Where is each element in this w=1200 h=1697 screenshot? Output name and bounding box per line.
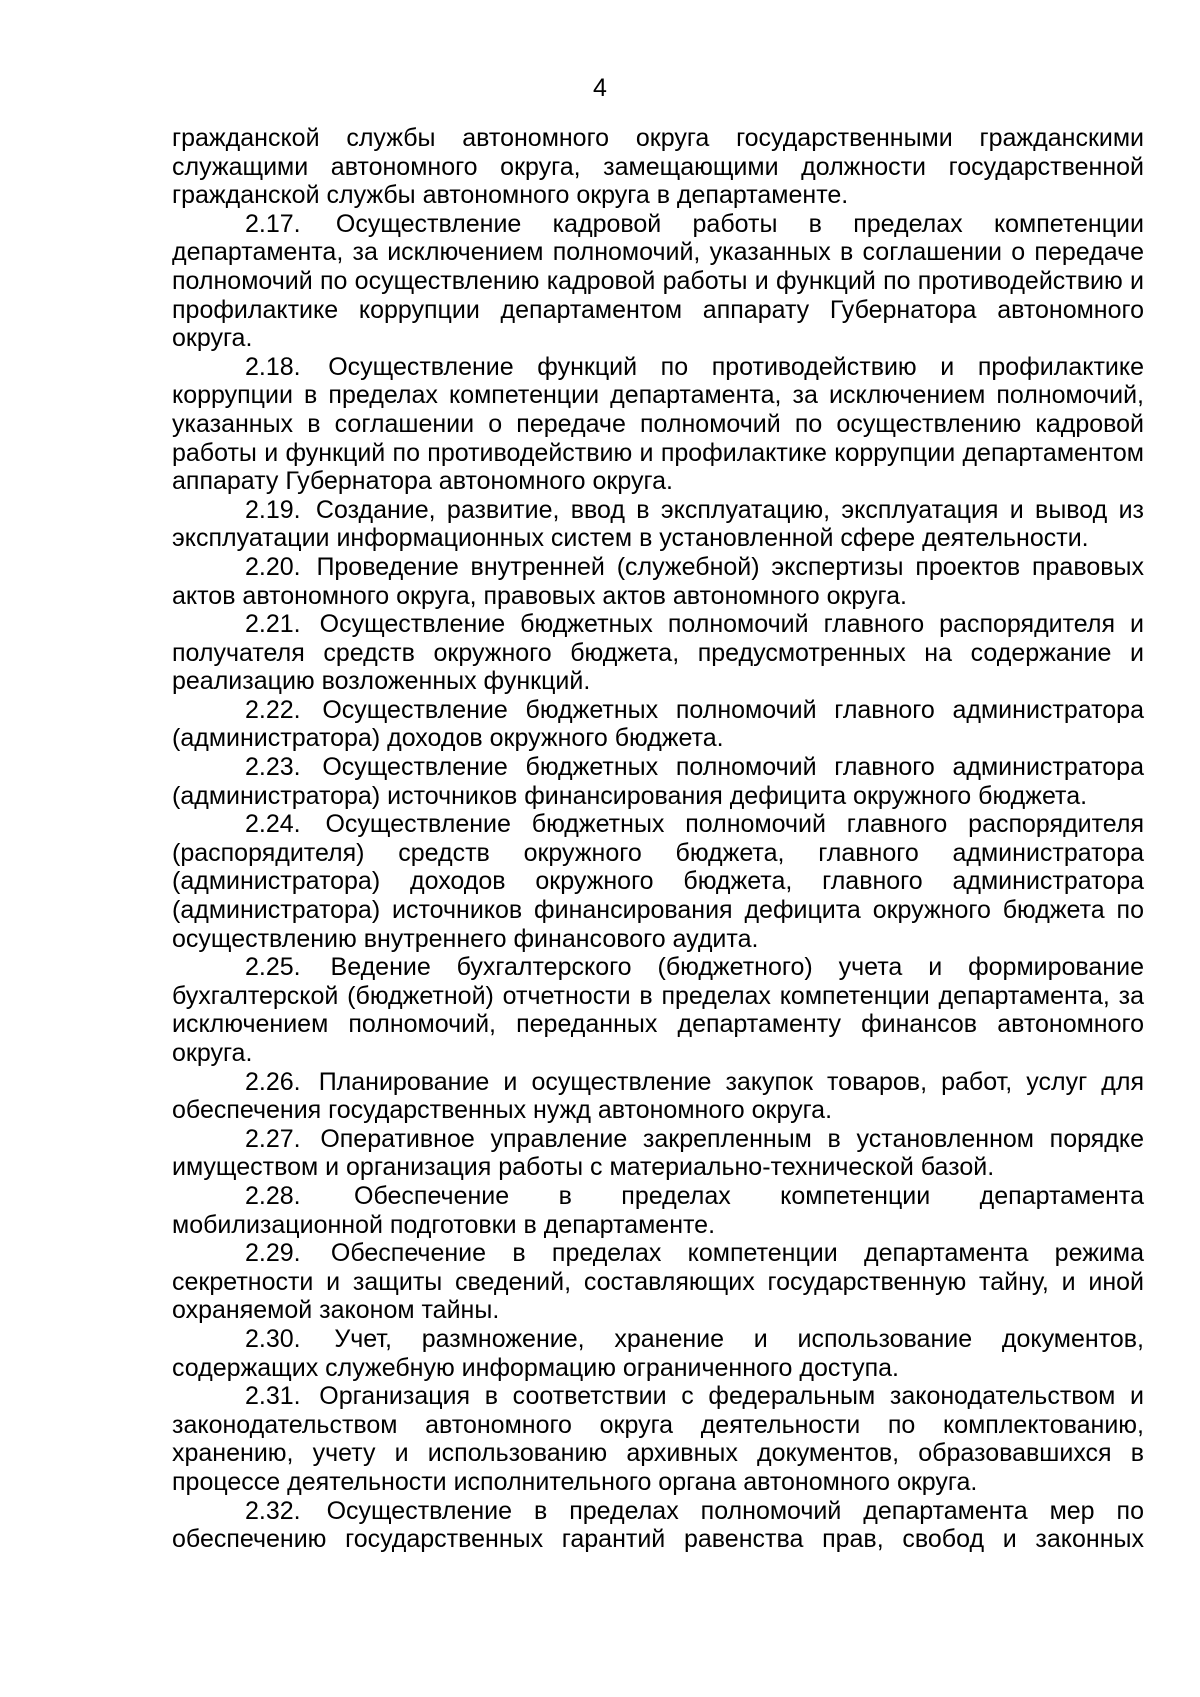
paragraph-number: 2.26. [245,1067,301,1096]
paragraph-text: Осуществление бюджетных полномочий главного распорядителя (распорядителя) средств окружного бюджета, главного администратора (администратора) доходов окружного бюджета, главного администратора (администратора) источников финансирования дефицита окружного бюджета по осуществлению внутреннего финансового аудита. [172,810,1144,953]
paragraph-text: Проведение внутренней (служебной) экспертизы проектов правовых актов автономного округа, правовых актов автономного округа. [172,552,1144,610]
paragraph-2-20 [172,553,1144,610]
paragraph-number: 2.27. [245,1124,301,1153]
paragraph-text: Организация в соответствии с федеральным законодательством и законодательством автономного округа деятельности по комплектованию, хранению, учету и использованию архивных документов, образовавшихся в процессе деятельности исполнительного органа автономного округа. [172,1382,1144,1496]
paragraph-number: 2.31. [245,1382,301,1411]
paragraph-text: Осуществление кадровой работы в пределах компетенции департамента, за исключением полномочий, указанных в соглашении о передаче полномочий по осуществлению кадровой работы и функций по противодействию и профилактике коррупции департаментом аппарату Губернатора автономного округа. [172,209,1144,353]
paragraph-2-27 [172,1125,1144,1182]
paragraph-text: Обеспечение в пределах компетенции департамента режима секретности и защиты сведений, составляющих государственную тайну, и иной охраняемой законом тайны. [172,1239,1144,1325]
paragraph-2-21 [172,610,1144,696]
paragraph-number: 2.32. [245,1496,301,1525]
paragraph-2-26 [172,1068,1144,1125]
paragraph-text: Осуществление в пределах полномочий департамента мер по обеспечению государственных гарантий равенства прав, свобод и законных [172,1496,1144,1554]
paragraph-number: 2.19. [245,495,301,524]
paragraph-2-32 [172,1497,1144,1554]
paragraph-2-25 [172,953,1144,1067]
paragraph-text: Учет, размножение, хранение и использование документов, содержащих служебную информацию ограниченного доступа. [172,1324,1145,1382]
paragraph-2-31 [172,1382,1144,1496]
paragraph-number: 2.21. [245,610,301,639]
paragraph-text: Ведение бухгалтерского (бюджетного) учета и формирование бухгалтерской (бюджетной) отчетности в пределах компетенции департамента, за исключением полномочий, переданных департаменту финансов автономного округа. [172,953,1144,1067]
page-number: 4 [593,74,607,102]
paragraph-text: Планирование и осуществление закупок товаров, работ, услуг для обеспечения государственных нужд автономного округа. [172,1067,1145,1125]
paragraph-number: 2.29. [245,1239,301,1268]
paragraph-number: 2.20. [245,552,301,581]
paragraph-number: 2.18. [245,352,301,381]
paragraph-2-22 [172,696,1144,753]
paragraph-number: 2.17. [245,209,301,238]
continuation-paragraph: гражданской службы автономного округа государственными гражданскими служащими автономного округа, замещающими должности государственной гражданской службы автономного округа в департаменте. [172,124,1144,210]
paragraph-text: Осуществление бюджетных полномочий главного распорядителя и получателя средств окружного бюджета, предусмотренных на содержание и реализацию возложенных функций. [172,610,1145,696]
paragraph-number: 2.24. [245,810,301,839]
paragraph-number: 2.30. [245,1324,301,1353]
paragraph-number: 2.28. [245,1181,301,1210]
paragraph-text: Обеспечение в пределах компетенции департамента мобилизационной подготовки в департаменте. [172,1181,1144,1239]
paragraph-2-23 [172,753,1144,810]
paragraph-text: Осуществление функций по противодействию и профилактике коррупции в пределах компетенции департамента, за исключением полномочий, указанных в соглашении о передаче полномочий по осуществлению кадровой работы и функций по противодействию и профилактике коррупции департаментом аппарату Губернатора автономного округа. [172,352,1144,496]
paragraph-text: Осуществление бюджетных полномочий главного администратора (администратора) источников финансирования дефицита окружного бюджета. [172,753,1144,810]
paragraph-2-17 [172,210,1144,353]
paragraph-2-18 [172,353,1144,496]
paragraph-number: 2.22. [245,695,301,724]
paragraph-2-24 [172,810,1144,953]
paragraph-2-29 [172,1239,1144,1325]
document-body [172,124,1144,1554]
paragraph-number: 2.25. [245,953,301,982]
paragraph-text: Создание, развитие, ввод в эксплуатацию, эксплуатация и вывод из эксплуатации информационных систем в установленной сфере деятельности. [172,495,1144,553]
paragraph-2-19 [172,496,1144,553]
paragraph-text: Осуществление бюджетных полномочий главного администратора (администратора) доходов окружного бюджета. [172,695,1144,753]
paragraph-number: 2.23. [245,753,301,782]
paragraph-text: Оперативное управление закрепленным в установленном порядке имуществом и организация работы с материально-технической базой. [172,1124,1144,1182]
paragraph-2-30 [172,1325,1144,1382]
paragraph-2-28 [172,1182,1144,1239]
